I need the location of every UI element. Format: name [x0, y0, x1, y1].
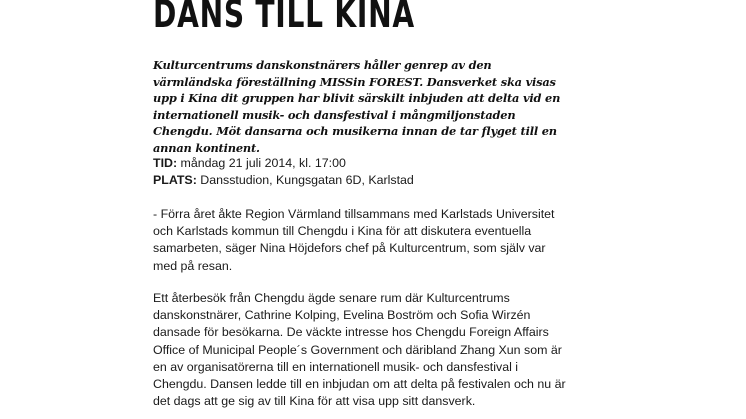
event-details — [153, 155, 573, 189]
time-label: TID: — [153, 156, 178, 170]
body-paragraph-2: Ett återbesök från Chengdu ägde senare rum där Kulturcentrums danskonstnärer, Cathrine Kolping, Evelina Boström och Sofia Wirzén dansade för besökarna. De väckte intresse hos Chengdu Foreign Affairs Office of Municipal People´s Government och däribland Zhang Xun som är en av organisatörerna till en internationell musik- och dansfestival i Chengdu. Dansen ledde till en inbjudan om att delta på festivalen och nu är det dags att ge sig av till Kina för att visa upp sitt dansverk. — [153, 291, 566, 409]
body-paragraph-1: - Förra året åkte Region Värmland tillsammans med Karlstads Universitet och Karlstads kommun till Chengdu i Kina för att diskutera eventuella samarbeten, säger Nina Höjdefors chef på Kulturcentrum, som själv var med på resan. — [153, 207, 555, 273]
place-value: Dansstudion, Kungsgatan 6D, Karlstad — [196, 173, 414, 187]
event-time — [153, 155, 573, 172]
place-label: PLATS: — [153, 173, 197, 187]
intro-paragraph: Kulturcentrums danskonstnärers håller genrep av den värmländska föreställning MISSin FOREST. Dansverket ska visas upp i Kina dit gruppen har blivit särskilt inbjuden att delta vid en internationell musik- och dansfestival i mångmiljonstaden Chengdu. Möt dansarna och musikerna innan de tar flyget till en annan kontinent. — [153, 58, 561, 155]
time-value: måndag 21 juli 2014, kl. 17:00 — [177, 156, 346, 170]
page-title: DANS TILL KINA — [153, 0, 415, 36]
event-place — [153, 172, 573, 189]
